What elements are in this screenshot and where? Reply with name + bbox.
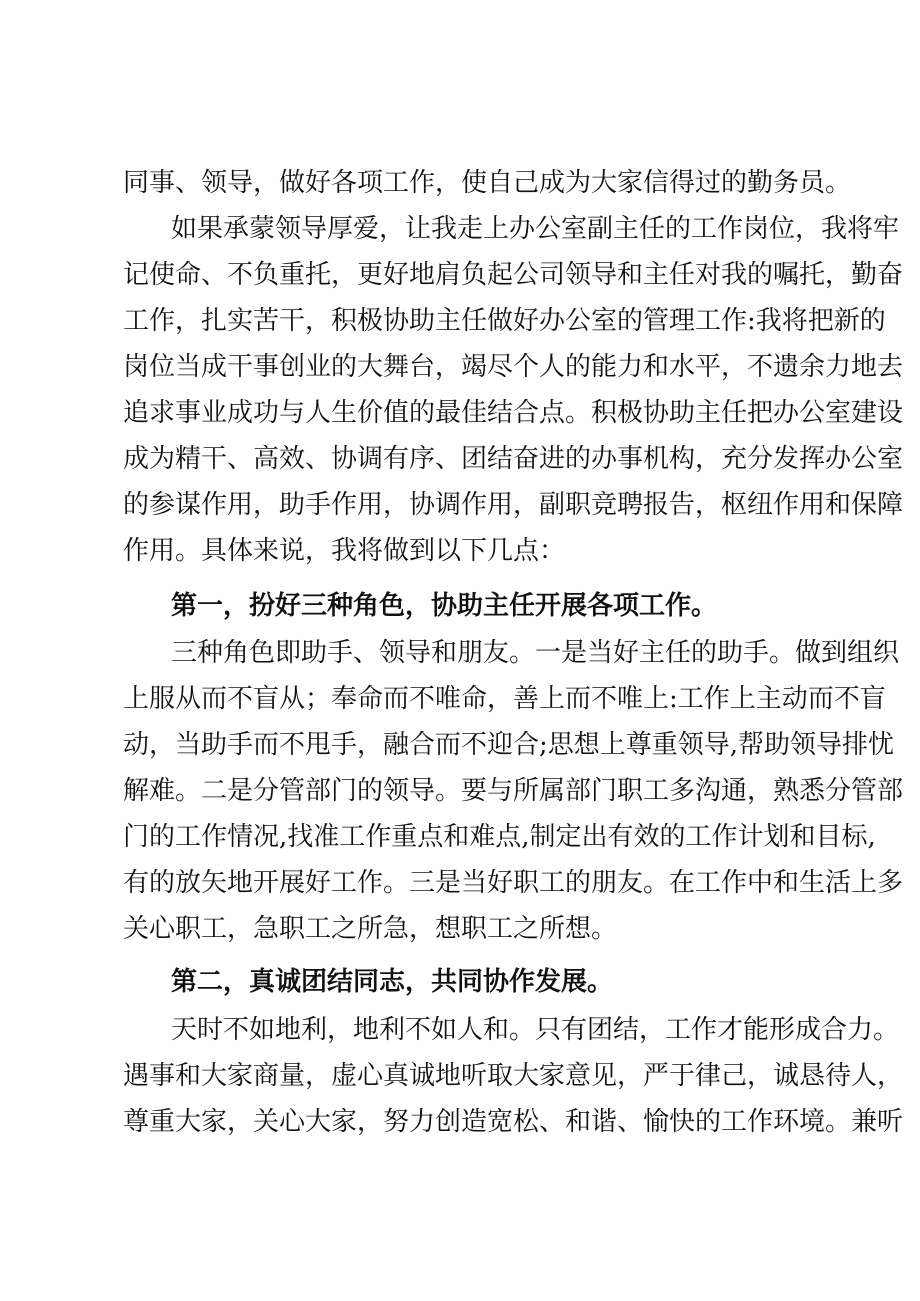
paragraph-line: 门的工作情况,找准工作重点和难点,制定出有效的工作计划和目标, bbox=[123, 822, 876, 852]
section-heading: 第二，真诚团结同志，共同协作发展。 bbox=[171, 967, 614, 997]
paragraph-line: 遇事和大家商量，虚心真诚地听取大家意见，严于律己，诚恳待人， bbox=[123, 1061, 904, 1091]
paragraph-line: 动，当助手而不甩手，融合而不迎合;思想上尊重领导,帮助领导排忧 bbox=[123, 730, 895, 760]
paragraph-line: 三种角色即助手、领导和朋友。一是当好主任的助手。做到组织 bbox=[171, 638, 900, 668]
paragraph-line: 天时不如地利，地利不如人和。只有团结，工作才能形成合力。 bbox=[171, 1015, 900, 1045]
paragraph-line: 岗位当成干事创业的大舞台，竭尽个人的能力和水平，不遗余力地去 bbox=[123, 352, 904, 382]
paragraph-line: 工作，扎实苦干，积极协助主任做好办公室的管理工作:我将把新的 bbox=[123, 306, 886, 336]
paragraph-line: 的参谋作用，助手作用，协调作用，副职竞聘报告，枢纽作用和保障 bbox=[123, 490, 904, 520]
paragraph-line: 同事、领导，做好各项工作，使自己成为大家信得过的勤务员。 bbox=[123, 168, 852, 198]
paragraph-line: 有的放矢地开展好工作。三是当好职工的朋友。在工作中和生活上多 bbox=[123, 868, 904, 898]
paragraph-line: 记使命、不负重托，更好地肩负起公司领导和主任对我的嘱托，勤奋 bbox=[123, 260, 904, 290]
paragraph-line: 解难。二是分管部门的领导。要与所属部门职工多沟通，熟悉分管部 bbox=[123, 776, 904, 806]
paragraph-line: 作用。具体来说，我将做到以下几点： bbox=[123, 536, 566, 566]
paragraph-line: 追求事业成功与人生价值的最佳结合点。积极协助主任把办公室建设 bbox=[123, 398, 904, 428]
section-heading: 第一，扮好三种角色，协助主任开展各项工作。 bbox=[171, 591, 718, 621]
paragraph-line: 成为精干、高效、协调有序、团结奋进的办事机构，充分发挥办公室 bbox=[123, 444, 904, 474]
paragraph-line: 如果承蒙领导厚爱，让我走上办公室副主任的工作岗位，我将牢 bbox=[171, 214, 900, 244]
paragraph-line: 关心职工，急职工之所急，想职工之所想。 bbox=[123, 914, 618, 944]
paragraph-line: 尊重大家，关心大家，努力创造宽松、和谐、愉快的工作环境。兼听 bbox=[123, 1107, 904, 1137]
paragraph-line: 上服从而不盲从；奉命而不唯命，善上而不唯上:工作上主动而不盲 bbox=[123, 684, 886, 714]
